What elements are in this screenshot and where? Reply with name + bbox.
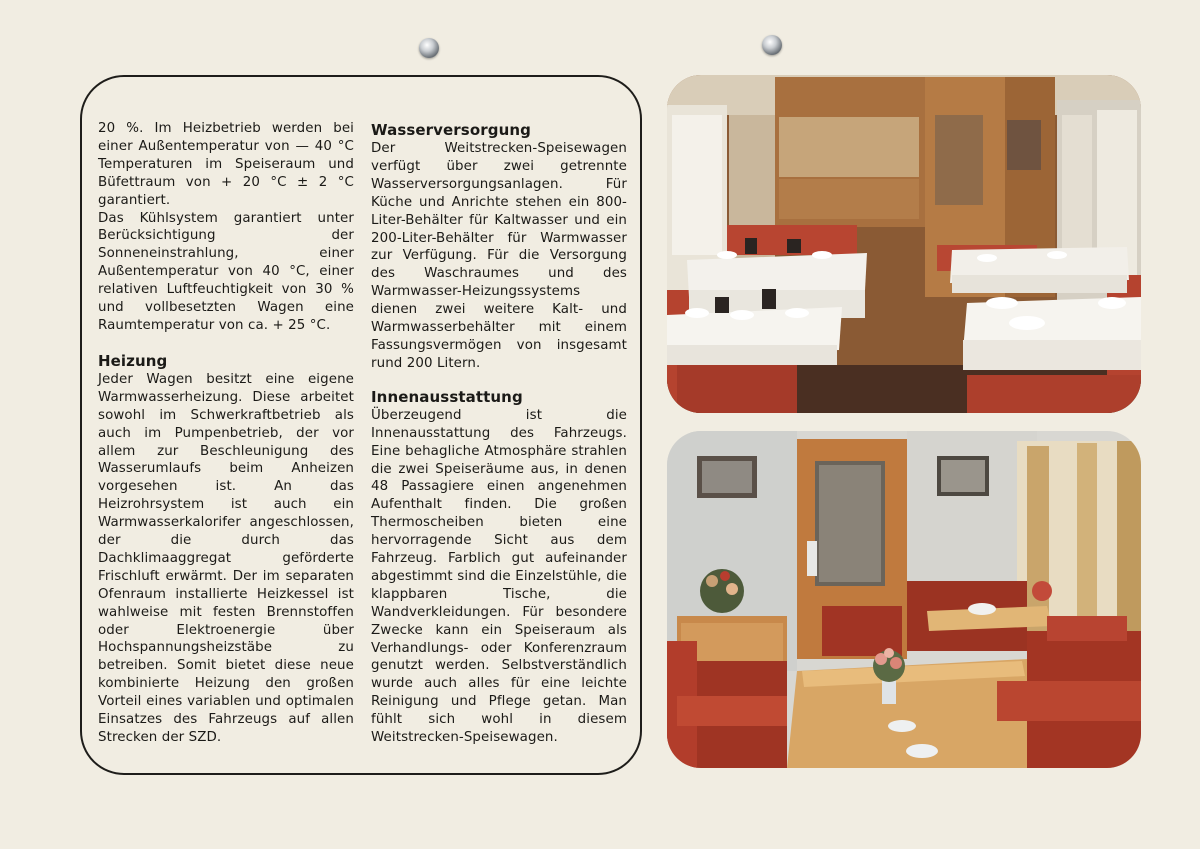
heading-heizung: Heizung	[98, 351, 168, 370]
paragraph-heizung: Jeder Wagen besitzt eine eigene Warmwasserheizung. Diese arbeitet sowohl im Schwerkraftbetrieb als auch im Pumpenbetrieb, der vor allem zur Beschleunigung des Wasserumlaufs beim Anheizen vorgesehen ist. An das Heizrohrsystem ist auch ein Warmwasserkalorifer angeschlossen, der die durch das Dachklimaaggregat geförderte Frischluft erwärmt. Der im separaten Ofenraum installierte Heizkessel ist wahlweise mit festen Brennstoffen oder Elektroenergie über Hochspannungsheizstäbe zu betreiben. Somit bietet diese neue kombinierte Heizung den großen Vorteil eines variablen und optimalen Einsatzes des Fahrzeugs auf allen Strecken der SZD.	[98, 371, 354, 745]
dining-room-illustration	[667, 75, 1141, 413]
heading-wasserversorgung: Wasserversorgung	[371, 121, 531, 139]
binder-rivet-left	[419, 38, 439, 58]
lounge-room-illustration	[667, 431, 1141, 768]
photo-lounge-room	[667, 431, 1141, 768]
paragraph-climate-heating: 20 %. Im Heizbetrieb werden bei einer Außentemperatur von — 40 °C Temperaturen im Speiseraum und Büfettraum von + 20 °C ± 2 °C garantiert.	[98, 121, 354, 208]
photo-dining-room	[667, 75, 1141, 413]
paragraph-cooling: Das Kühlsystem garantiert unter Berücksichtigung der Sonneneinstrahlung, einer Außentemperatur von 40 °C, einer relativen Luftfeuchtigkeit von 30 % und vollbesetzten Wagen eine Raumtemperatur von ca. + 25 °C.	[98, 210, 354, 333]
paragraph-wasserversorgung: Der Weitstrecken-Speisewagen verfügt über zwei getrennte Wasserversorgungsanlagen. Für Küche und Anrichte stehen ein 800-Liter-Behälter für Kaltwasser und ein 200-Liter-Behälter für Warmwasser zur Verfügung. Für die Versorgung des Waschraumes und des Warmwasser-Heizungssystems dienen zwei weitere Kalt- und Warmwasserbehälter mit einem Fassungsvermögen von insgesamt rund 200 Litern.	[371, 141, 627, 371]
heading-innenausstattung: Innenausstattung	[371, 387, 523, 406]
paragraph-innenausstattung: Überzeugend ist die Innenausstattung des Fahrzeugs. Eine behagliche Atmosphäre strahlen die zwei Speiseräume aus, in denen 48 Passagiere einen angenehmen Aufenthalt finden. Die großen Thermoscheiben bieten eine hervorragende Sicht aus dem Fahrzeug. Farblich gut aufeinander abgestimmt sind die Einzelstühle, die klappbaren Tische, die Wandverkleidungen. Für besondere Zwecke kann ein Speiseraum als Verhandlungs- oder Konferenzraum genutzt werden. Selbstverständlich wurde auch alles für eine leichte Reinigung und Pflege getan. Man fühlt sich wohl in diesem Weitstrecken-Speisewagen.	[371, 407, 627, 746]
binder-rivet-right	[762, 35, 782, 55]
left-text-column	[98, 120, 354, 747]
right-text-column	[371, 120, 627, 747]
